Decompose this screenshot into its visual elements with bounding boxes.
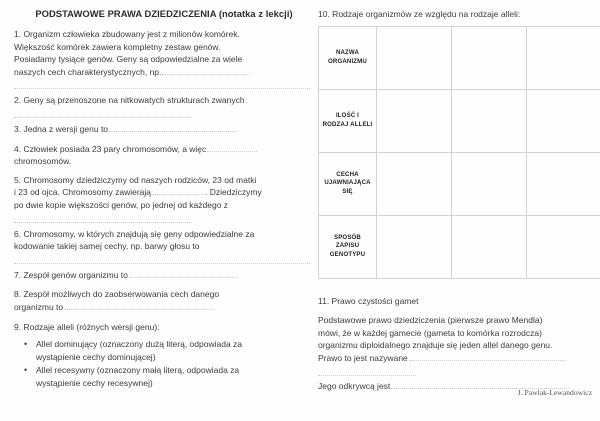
item-8-line-1: 8. Zespół możliwych do zaobserwowania cech danego <box>14 289 220 300</box>
item-11-heading-wrap <box>318 295 590 308</box>
item-10-heading: 10. Rodzaje organizmów ze względu na rodzaje alleli: <box>318 9 521 19</box>
period-3: . <box>234 124 237 134</box>
item-5-line-2b: . Dziedziczymy <box>205 187 262 198</box>
table-cell[interactable] <box>452 89 527 152</box>
allele-recessive-line-1: Allel recesywny (oznaczony małą literą, odpowiada za <box>36 365 240 376</box>
item-1-line-1: 1. Organizm człowieka zbudowany jest z milionów komórek. <box>14 29 240 39</box>
table-cell[interactable] <box>527 152 600 215</box>
note-item-1 <box>14 28 310 89</box>
row-header-line: UJAWNIAJĄCA <box>324 179 371 187</box>
table-cell[interactable] <box>377 89 452 152</box>
list-item <box>24 338 310 363</box>
item-11-line-3: organizmu diploidalnego znajduje się jeden allel danego genu. <box>318 340 553 351</box>
row-header-nazwa-organizmu <box>319 26 377 89</box>
row-header-line: ORGANIZMU <box>328 57 367 65</box>
answer-blank-6[interactable] <box>14 254 310 264</box>
author-signature: J. Pawlak-Lewandowicz <box>517 388 592 397</box>
item-4-line-1: 4. Człowiek posiada 23 pary chromosomów, a więc <box>14 143 207 154</box>
note-item-3 <box>14 123 310 137</box>
answer-blank-5b[interactable] <box>14 213 192 223</box>
bullet-icon: • <box>24 365 28 376</box>
table-row <box>319 89 600 152</box>
answer-blank-4[interactable] <box>207 143 257 152</box>
note-item-10 <box>318 8 590 21</box>
item-1-line-3: Posiadamy tysiące genów. Geny są odpowiedzialne za wiele <box>14 54 243 65</box>
row-header-line: ILOŚĆ I <box>335 112 360 119</box>
note-item-11-body <box>318 314 590 392</box>
item-5-line-2a: i 23 od ojca. Chromosomy zawierają <box>14 187 152 198</box>
note-item-6 <box>14 228 310 264</box>
row-header-sposob-zapisu-genotypu <box>319 215 377 278</box>
answer-blank-5a[interactable] <box>152 186 204 195</box>
row-header-line: NAZWA <box>335 49 360 56</box>
allele-dominant-line-1: Allel dominujący (oznaczony dużą literą, odpowiada za <box>36 339 243 350</box>
table-cell[interactable] <box>527 215 600 278</box>
table-cell[interactable] <box>377 215 452 278</box>
row-header-ilosc-i-rodzaj-alleli <box>319 89 377 152</box>
item-9-heading: 9. Rodzaje alleli (różnych wersji genu): <box>14 321 160 332</box>
right-column <box>318 8 590 398</box>
item-5-line-3: po dwie kopie większości genów, po jednej od każdego z <box>14 199 229 210</box>
item-3-line-1: 3. Jedna z wersji genu to <box>14 123 109 134</box>
note-item-7 <box>14 269 310 283</box>
answer-blank-1a[interactable] <box>162 66 250 75</box>
period-7: . <box>235 270 239 280</box>
answer-blank-11a[interactable] <box>409 352 565 361</box>
table-cell[interactable] <box>377 152 452 215</box>
table-cell[interactable] <box>527 89 600 152</box>
item-6-line-2: kodowanie takiej samej cechy, np. barwy głosu to <box>14 241 200 252</box>
item-11-line-2: mówi, że w każdej gamecie (gameta to komórka rozrodcza) <box>318 327 542 338</box>
row-header-line: SIĘ <box>342 187 353 195</box>
row-header-line: SPOSÓB <box>334 233 361 241</box>
item-4-line-2: chromosomów. <box>14 156 72 167</box>
period-8: . <box>211 302 214 312</box>
table-cell[interactable] <box>452 152 527 215</box>
allele-type-list <box>14 338 310 389</box>
answer-blank-1b[interactable] <box>14 79 310 89</box>
allele-dominant-line-2: wystąpienie cechy dominującej) <box>36 351 156 362</box>
left-column <box>14 8 310 390</box>
item-8-line-2: organizmu to <box>14 301 64 312</box>
item-11-line-4: Prawo to jest nazywane <box>318 352 408 363</box>
row-header-line: CECHA <box>336 170 359 178</box>
item-1-line-4: naszych cech charakterystycznych, np. <box>14 66 162 77</box>
table-cell[interactable] <box>377 26 452 89</box>
table-row <box>319 26 600 89</box>
answer-blank-7[interactable] <box>129 269 235 278</box>
item-1-line-2: Większość komórek zawiera kompletny zestaw genów. <box>14 41 221 52</box>
item-7-line-1: 7. Zespół genów organizmu to <box>14 269 128 280</box>
allele-recessive-line-2: wystąpienie cechy recesywnej) <box>36 377 153 388</box>
item-11-line-1: Podstawowe prawo dziedziczenia (pierwsze prawo Mendla) <box>318 315 543 326</box>
answer-blank-8[interactable] <box>64 301 210 310</box>
answer-blank-3[interactable] <box>109 123 233 132</box>
row-header-line: GENOTYPU <box>329 250 366 258</box>
note-item-9 <box>14 321 310 334</box>
table-cell[interactable] <box>527 26 600 89</box>
item-11-line-5: Jego odkrywcą jest <box>318 380 391 391</box>
item-5-line-1: 5. Chromosomy dziedziczymy od naszych rodziców, 23 od matki <box>14 174 257 185</box>
organism-types-table <box>318 26 600 279</box>
table-cell[interactable] <box>452 26 527 89</box>
row-header-line: RODZAJ ALLELI <box>322 120 373 128</box>
item-6-line-1: 6. Chromosomy, w których znajdują się geny odpowiedzialne za <box>14 228 255 239</box>
row-header-cecha-ujawniajaca-sie <box>319 152 377 215</box>
table-row <box>319 215 600 278</box>
page-title: PODSTAWOWE PRAWA DZIEDZICZENIA (notatka z lekcji) <box>35 8 293 19</box>
note-item-5 <box>14 174 310 223</box>
list-item <box>24 364 310 389</box>
answer-blank-2[interactable] <box>14 108 192 118</box>
table-row <box>319 152 600 215</box>
row-header-line: ZAPISU <box>335 242 360 250</box>
note-item-2 <box>14 94 310 118</box>
answer-blank-11b[interactable] <box>318 366 416 376</box>
bullet-icon: • <box>24 339 28 350</box>
item-11-heading: 11. Prawo czystości gamet <box>318 295 419 306</box>
item-2-line-1: 2. Geny są przenoszone na nitkowatych strukturach zwanych <box>14 95 245 106</box>
table-cell[interactable] <box>452 215 527 278</box>
note-item-4 <box>14 143 310 168</box>
note-item-8 <box>14 288 310 314</box>
